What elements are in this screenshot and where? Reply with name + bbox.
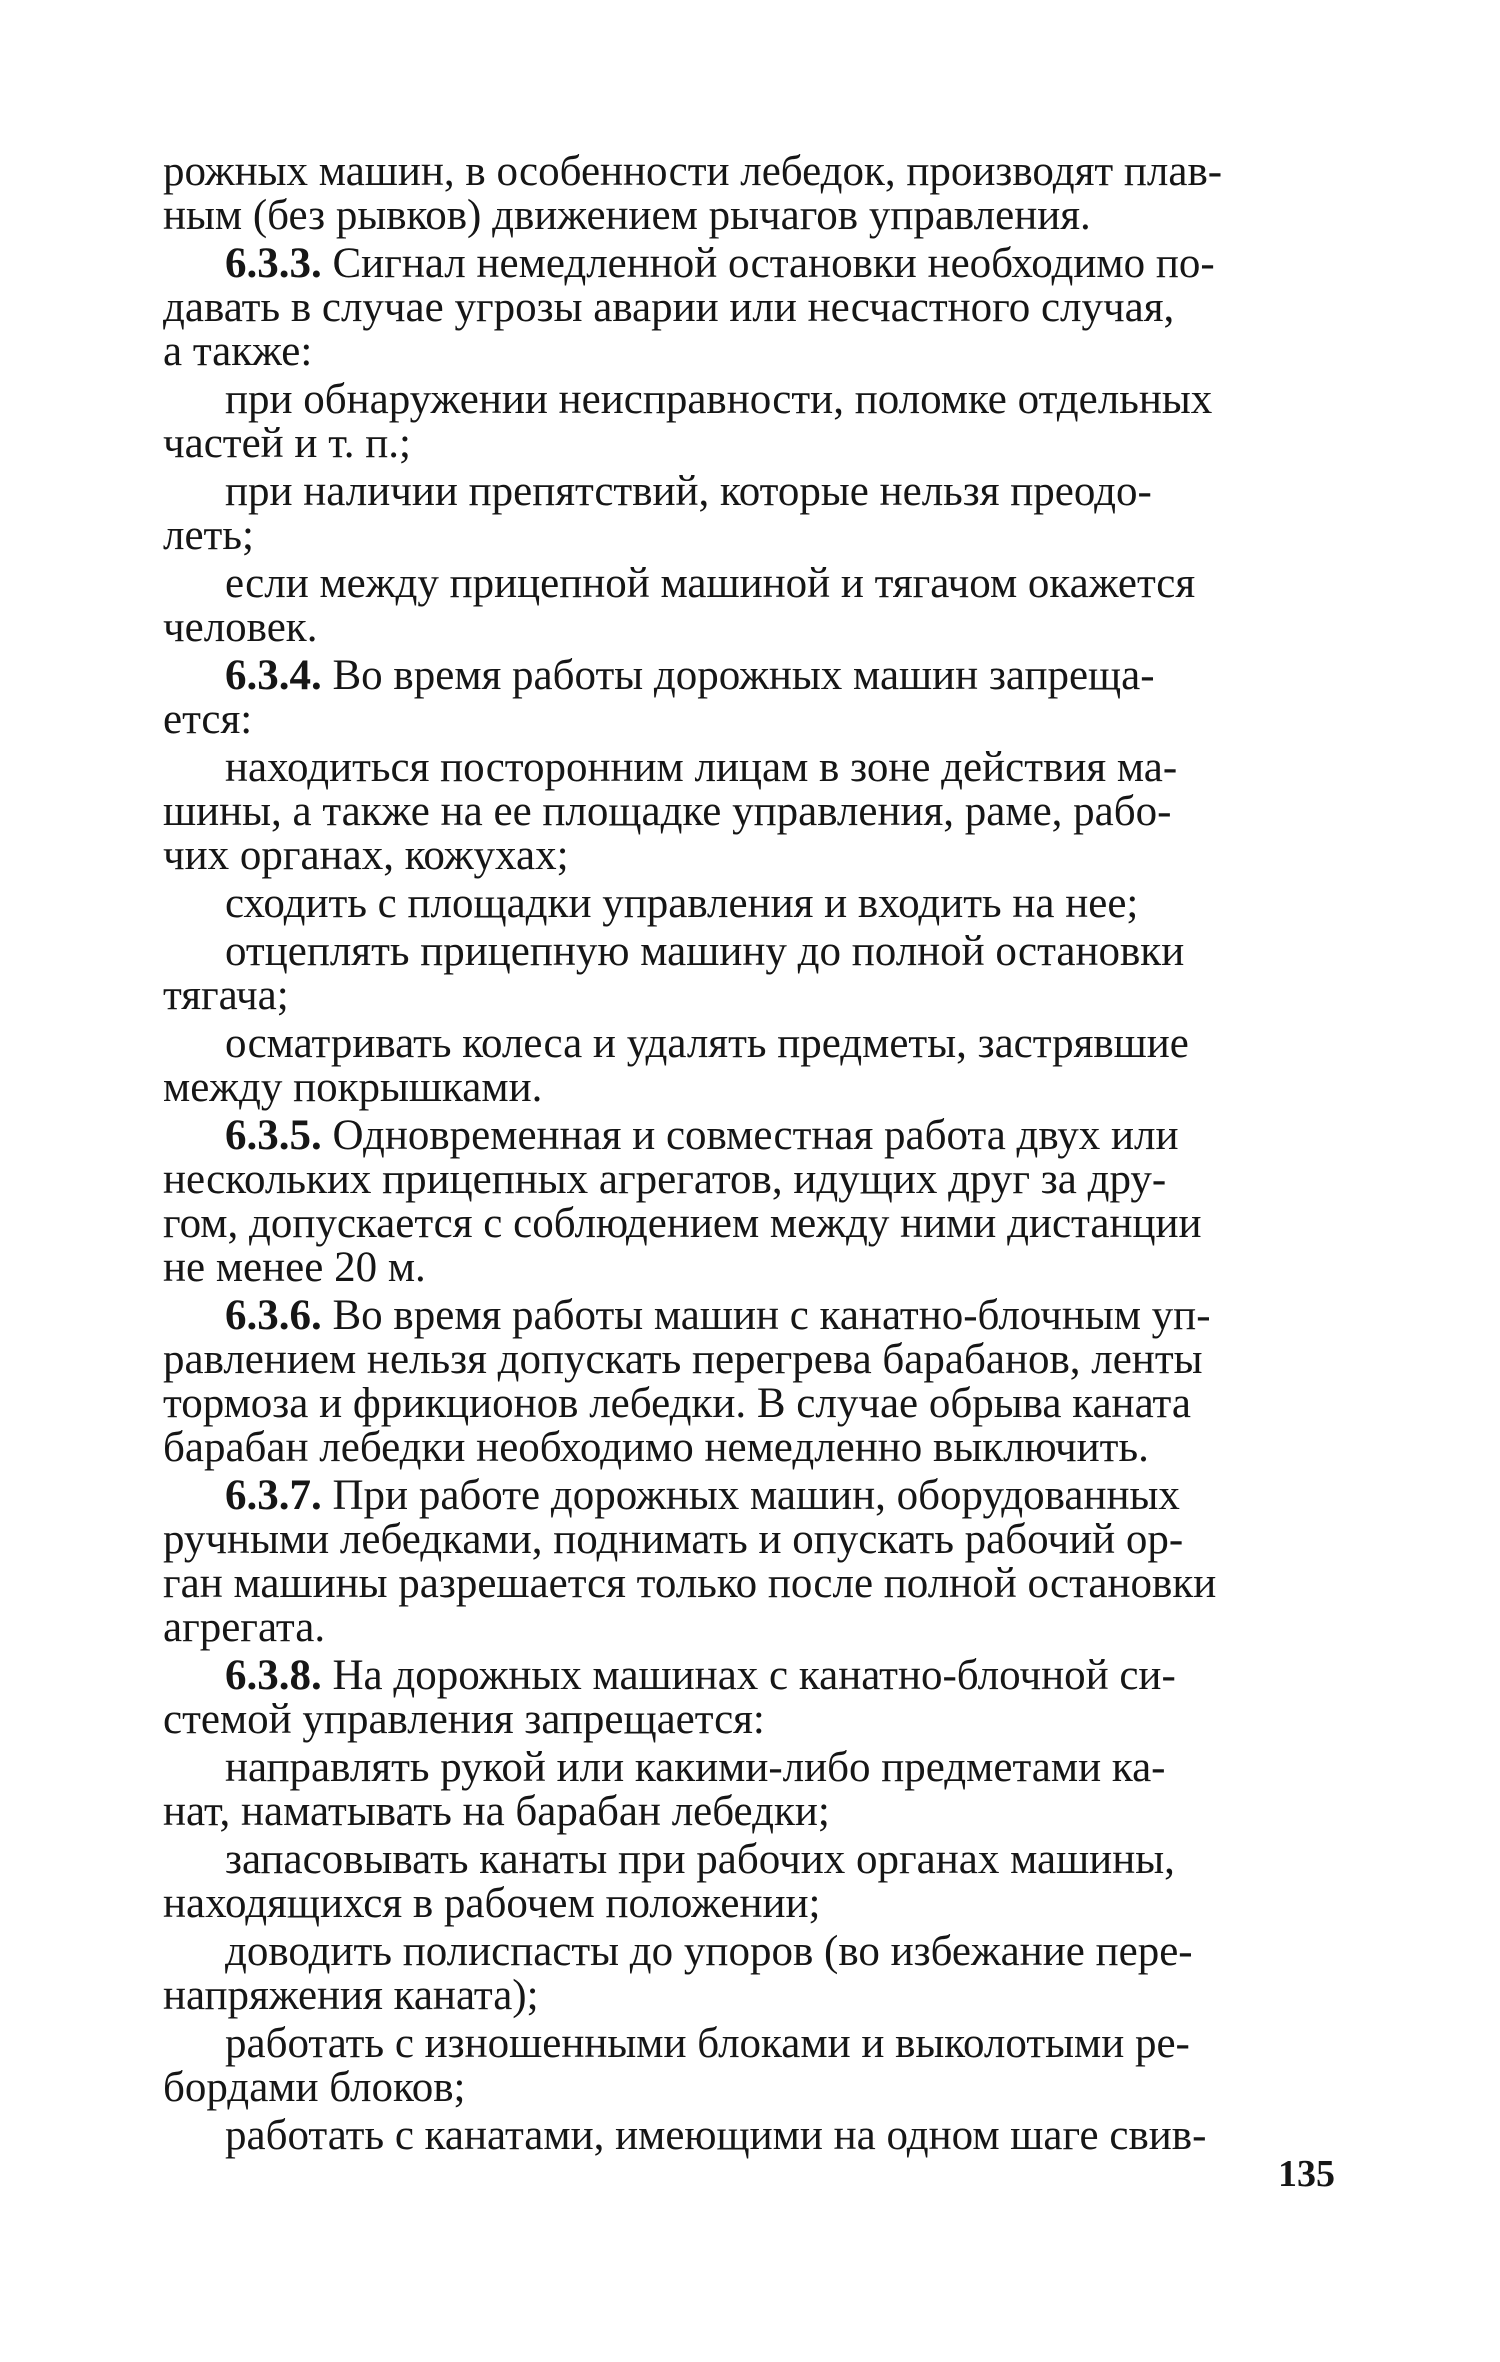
text-line: леть; (163, 512, 254, 559)
text-line: рожных машин, в особенности лебедок, производят плав- (163, 148, 1223, 195)
text-line: при обнаружении неисправности, поломке отдельных (225, 376, 1213, 423)
text-line: стемой управления запрещается: (163, 1696, 765, 1743)
text-line: нат, наматывать на барабан лебедки; (163, 1788, 830, 1835)
section-number: 6.3.4. (225, 652, 322, 699)
page-number: 135 (1278, 2153, 1335, 2195)
list-item-paragraph (163, 1930, 1343, 2018)
text-line: отцеплять прицепную машину до полной остановки (225, 928, 1185, 975)
text-line: Во время работы дорожных машин запреща- (332, 652, 1155, 699)
text-line: тягача; (163, 972, 289, 1019)
text-line: напряжения каната); (163, 1972, 539, 2019)
text-line: шины, а также на ее площадке управления, раме, рабо- (163, 788, 1172, 835)
text-line: Во время работы машин с канатно-блочным уп- (332, 1292, 1211, 1339)
text-line: работать с канатами, имеющими на одном шаге свив- (225, 2112, 1207, 2159)
text-line: ган машины разрешается только после полной остановки (163, 1560, 1217, 1607)
text-line: находиться посторонним лицам в зоне действия ма- (225, 744, 1178, 791)
section-number: 6.3.3. (225, 240, 322, 287)
text-line: ручными лебедками, поднимать и опускать рабочий ор- (163, 1516, 1184, 1563)
section-paragraph (163, 1114, 1343, 1290)
text-line: ным (без рывков) движением рычагов управления. (163, 192, 1091, 239)
text-line: При работе дорожных машин, оборудованных (332, 1472, 1180, 1519)
section-number: 6.3.8. (225, 1652, 322, 1699)
text-line: работать с изношенными блоками и выколотыми ре- (225, 2020, 1190, 2067)
list-item-paragraph (163, 1746, 1343, 1834)
text-line: тормоза и фрикционов лебедки. В случае обрыва каната (163, 1380, 1191, 1427)
text-line: доводить полиспасты до упоров (во избежание пере- (225, 1928, 1193, 1975)
text-line: если между прицепной машиной и тягачом окажется (225, 560, 1196, 607)
text-line: при наличии препятствий, которые нельзя преодо- (225, 468, 1152, 515)
list-item-paragraph (163, 2022, 1343, 2110)
list-item-paragraph (163, 378, 1343, 466)
section-paragraph (163, 654, 1343, 742)
section-number: 6.3.7. (225, 1472, 322, 1519)
section-number: 6.3.6. (225, 1292, 322, 1339)
text-line: чих органах, кожухах; (163, 832, 569, 879)
text-line: сходить с площадки управления и входить на нее; (225, 880, 1139, 927)
text-line: Сигнал немедленной остановки необходимо по- (332, 240, 1215, 287)
list-item-paragraph (163, 930, 1343, 1018)
text-line: не менее 20 м. (163, 1244, 426, 1291)
paragraph (163, 150, 1343, 238)
page-body (163, 150, 1343, 2162)
text-line: бордами блоков; (163, 2064, 466, 2111)
text-line: находящихся в рабочем положении; (163, 1880, 821, 1927)
text-line: На дорожных машинах с канатно-блочной си- (332, 1652, 1176, 1699)
text-line: агрегата. (163, 1604, 326, 1651)
text-line: между покрышками. (163, 1064, 543, 1111)
text-line: запасовывать канаты при рабочих органах машины, (225, 1836, 1175, 1883)
text-line: человек. (163, 604, 318, 651)
text-line: Одновременная и совместная работа двух или (332, 1112, 1179, 1159)
text-line: осматривать колеса и удалять предметы, застрявшие (225, 1020, 1189, 1067)
list-item-paragraph (163, 470, 1343, 558)
text-line: барабан лебедки необходимо немедленно выключить. (163, 1424, 1149, 1471)
list-item-paragraph (163, 1022, 1343, 1110)
list-item-paragraph (163, 746, 1343, 878)
section-paragraph (163, 242, 1343, 374)
text-line: частей и т. п.; (163, 420, 411, 467)
text-line: гом, допускается с соблюдением между ними дистанции (163, 1200, 1202, 1247)
list-item-paragraph (163, 2114, 1343, 2158)
text-line: а также: (163, 328, 313, 375)
text-line: нескольких прицепных агрегатов, идущих друг за дру- (163, 1156, 1167, 1203)
text-line: равлением нельзя допускать перегрева барабанов, ленты (163, 1336, 1203, 1383)
list-item-paragraph (163, 882, 1343, 926)
text-line: ется: (163, 696, 253, 743)
section-paragraph (163, 1474, 1343, 1650)
text-line: направлять рукой или какими-либо предметами ка- (225, 1744, 1166, 1791)
list-item-paragraph (163, 1838, 1343, 1926)
text-line: давать в случае угрозы аварии или несчастного случая, (163, 284, 1175, 331)
list-item-paragraph (163, 562, 1343, 650)
section-number: 6.3.5. (225, 1112, 322, 1159)
section-paragraph (163, 1654, 1343, 1742)
section-paragraph (163, 1294, 1343, 1470)
